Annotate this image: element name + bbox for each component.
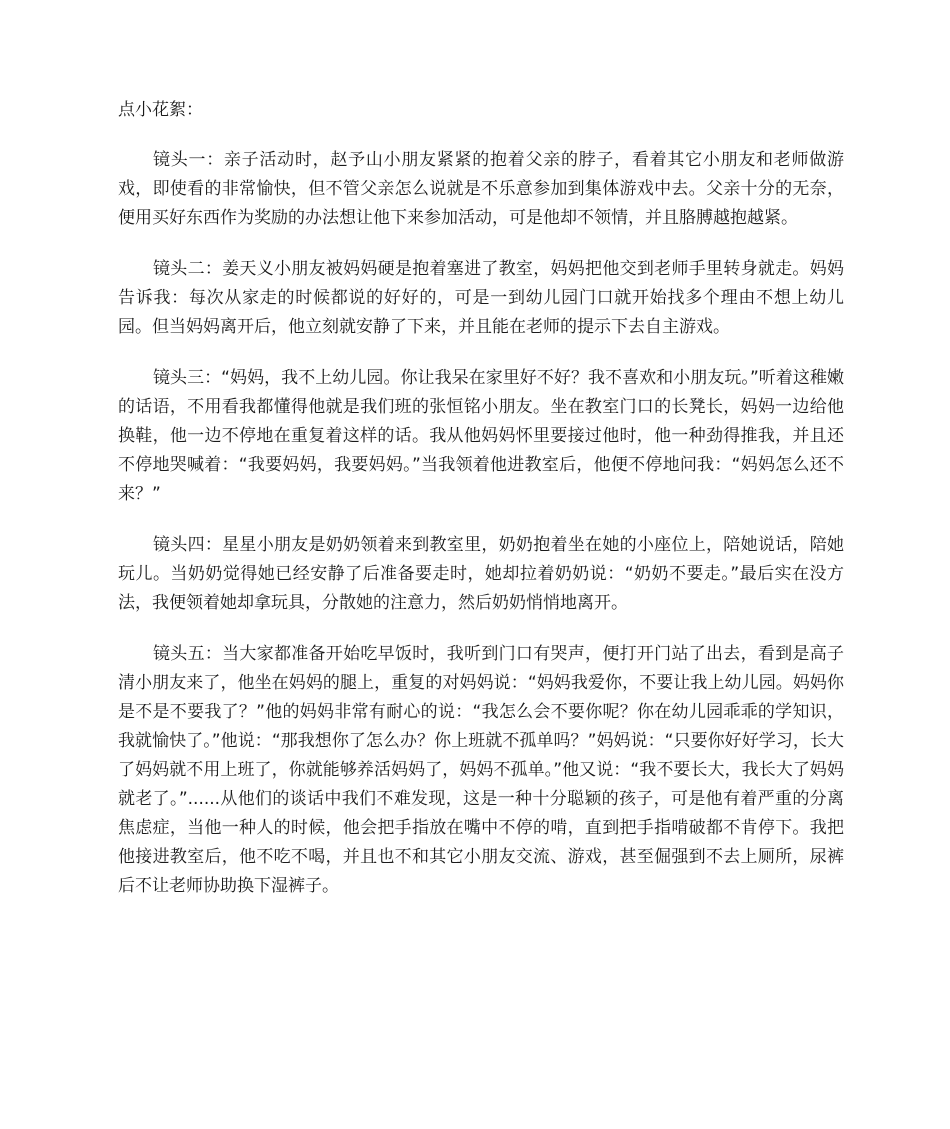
paragraph-shot-2: 镜头二：姜天义小朋友被妈妈硬是抱着塞进了教室，妈妈把他交到老师手里转身就走。妈妈告诉我：每次从家走的时候都说的好好的，可是一到幼儿园门口就开始找多个理由不想上幼儿园。但当妈妈离开后，他立刻就安静了下来，并且能在老师的提示下去自主游戏。 (118, 259, 844, 337)
paragraph-shot-4: 镜头四：星星小朋友是奶奶领着来到教室里，奶奶抱着坐在她的小座位上，陪她说话，陪她玩儿。当奶奶觉得她已经安静了后准备要走时，她却拉着奶奶说：“奶奶不要走。”最后实在没方法，我便领着她却拿玩具，分散她的注意力，然后奶奶悄悄地离开。 (118, 535, 844, 613)
section-heading: 点小花絮： (118, 100, 203, 120)
paragraph-shot-5: 镜头五：当大家都准备开始吃早饭时，我听到门口有哭声，便打开门站了出去，看到是高子清小朋友来了，他坐在妈妈的腿上，重复的对妈妈说：“妈妈我爱你，不要让我上幼儿园。妈妈你是不是不要我了？”他的妈妈非常有耐心的说：“我怎么会不要你呢？你在幼儿园乖乖的学知识，我就愉快了。”他说：“那我想你了怎么办？你上班就不孤单吗？”妈妈说：“只要你好好学习，长大了妈妈就不用上班了，你就能够养活妈妈了，妈妈不孤单。”他又说：“我不要长大，我长大了妈妈就老了。”......从他们的谈话中我们不难发现，这是一种十分聪颖的孩子，可是他有着严重的分离焦虑症，当他一种人的时候，他会把手指放在嘴中不停的啃，直到把手指啃破都不肯停下。我把他接进教室后，他不吃不喝，并且也不和其它小朋友交流、游戏，甚至倔强到不去上厕所，尿裤后不让老师协助换下湿裤子。 (118, 644, 844, 896)
paragraph-shot-3: 镜头三：“妈妈，我不上幼儿园。你让我呆在家里好不好？我不喜欢和小朋友玩。”听着这稚嫩的话语，不用看我都懂得他就是我们班的张恒铭小朋友。坐在教室门口的长凳长，妈妈一边给他换鞋，他一边不停地在重复着这样的话。我从他妈妈怀里要接过他时，他一种劲得推我，并且还不停地哭喊着：“我要妈妈，我要妈妈。”当我领着他进教室后，他便不停地问我：“妈妈怎么还不来？” (118, 368, 844, 504)
paragraph-shot-1: 镜头一：亲子活动时，赵予山小朋友紧紧的抱着父亲的脖子，看着其它小朋友和老师做游戏，即使看的非常愉快，但不管父亲怎么说就是不乐意参加到集体游戏中去。父亲十分的无奈，便用买好东西作为奖励的办法想让他下来参加活动，可是他却不领情，并且胳膊越抱越紧。 (118, 150, 844, 228)
document-page (118, 96, 844, 923)
